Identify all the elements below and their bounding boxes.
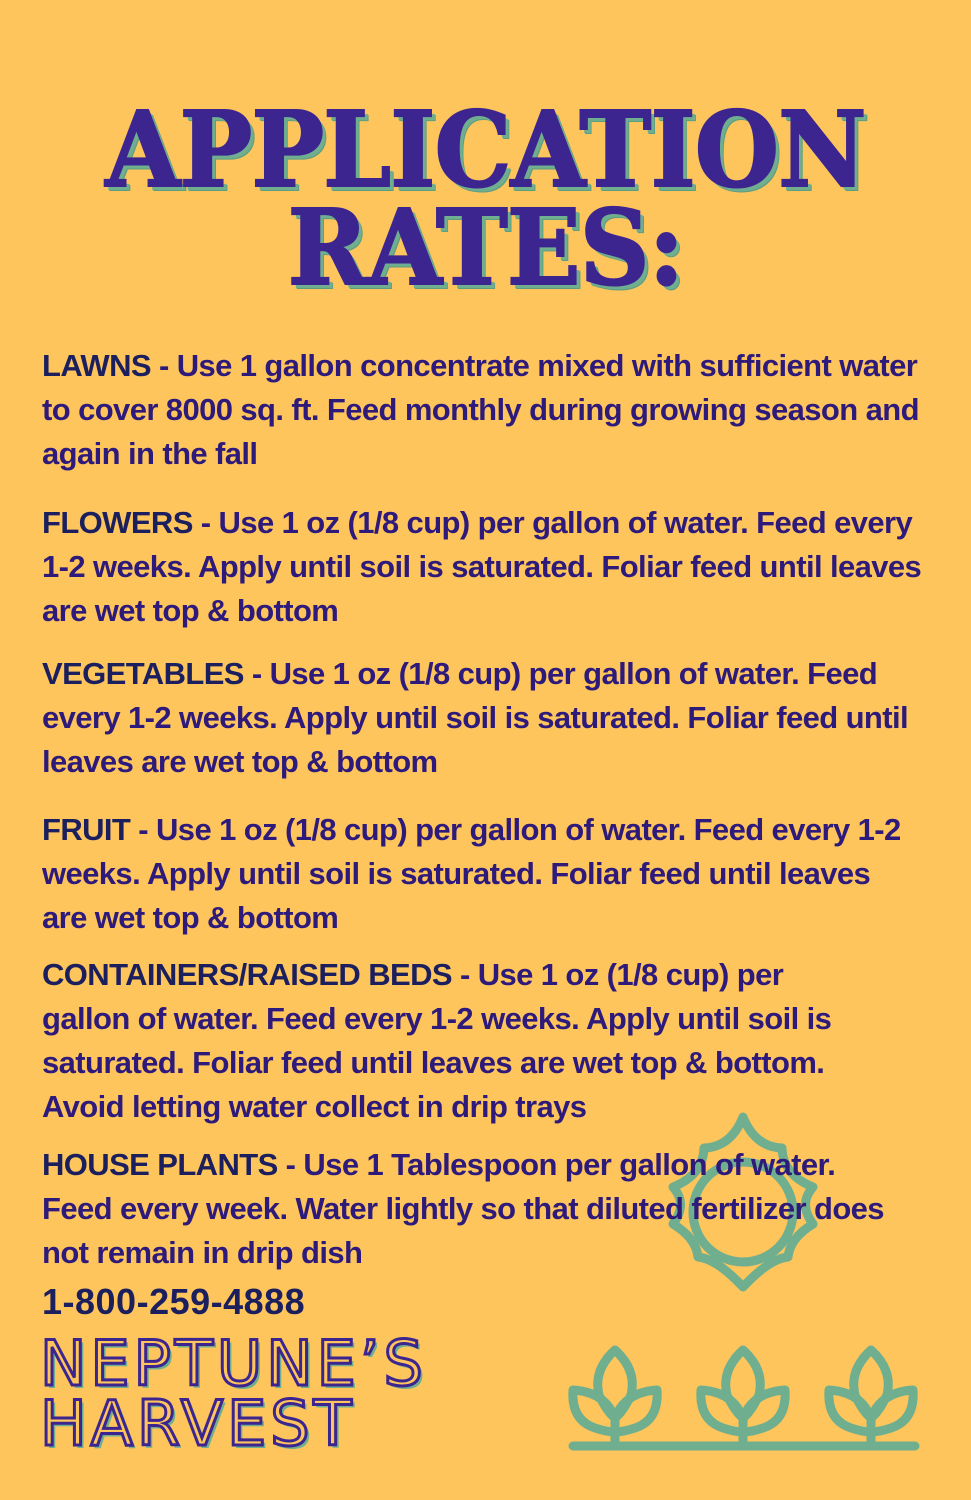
section-fruit xyxy=(42,808,902,940)
section-separator: - xyxy=(451,957,478,992)
title-line-application: APPLICATION xyxy=(105,88,866,211)
section-containers-raised-beds xyxy=(42,953,862,1129)
section-separator: - xyxy=(192,505,219,540)
section-label: LAWNS xyxy=(42,348,151,383)
section-text: Use 1 oz (1/8 cup) per gallon of water. Feed every 1-2 weeks. Apply until soil is saturated. Foliar feed until leaves are wet top & bottom. Avoid letting water collect in drip trays xyxy=(42,957,832,1124)
section-label: VEGETABLES xyxy=(42,656,244,691)
section-text: Use 1 Tablespoon per gallon of water. Feed every week. Water lightly so that diluted fertilizer does not remain in drip dish xyxy=(42,1147,884,1270)
section-label: CONTAINERS/RAISED BEDS xyxy=(42,957,452,992)
section-lawns xyxy=(42,344,942,476)
section-text: Use 1 oz (1/8 cup) per gallon of water. Feed every 1-2 weeks. Apply until soil is saturated. Foliar feed until leaves are wet top & bottom xyxy=(42,812,901,935)
brand-line-neptunes: NEPTUNE’S xyxy=(40,1327,427,1400)
brand-line-harvest: HARVEST xyxy=(40,1387,356,1460)
section-separator: - xyxy=(130,812,157,847)
section-text: Use 1 gallon concentrate mixed with sufficient water to cover 8000 sq. ft. Feed monthly during growing season and again in the fall xyxy=(42,348,919,471)
section-flowers xyxy=(42,501,942,633)
section-vegetables xyxy=(42,652,942,784)
section-label: FLOWERS xyxy=(42,505,193,540)
section-text: Use 1 oz (1/8 cup) per gallon of water. Feed every 1-2 weeks. Apply until soil is saturated. Foliar feed until leaves are wet top & bottom xyxy=(42,505,922,628)
section-house-plants xyxy=(42,1143,912,1275)
section-separator: - xyxy=(243,656,270,691)
section-label: HOUSE PLANTS xyxy=(42,1147,278,1182)
title-line-rates: RATES: xyxy=(287,186,684,309)
section-text: Use 1 oz (1/8 cup) per gallon of water. Feed every 1-2 weeks. Apply until soil is saturated. Foliar feed until leaves are wet top & bottom xyxy=(42,656,909,779)
phone-number: 1-800-259-4888 xyxy=(42,1281,306,1322)
section-label: FRUIT xyxy=(42,812,131,847)
sprout-row-icon xyxy=(565,1340,925,1455)
section-separator: - xyxy=(277,1147,304,1182)
section-separator: - xyxy=(150,348,177,383)
